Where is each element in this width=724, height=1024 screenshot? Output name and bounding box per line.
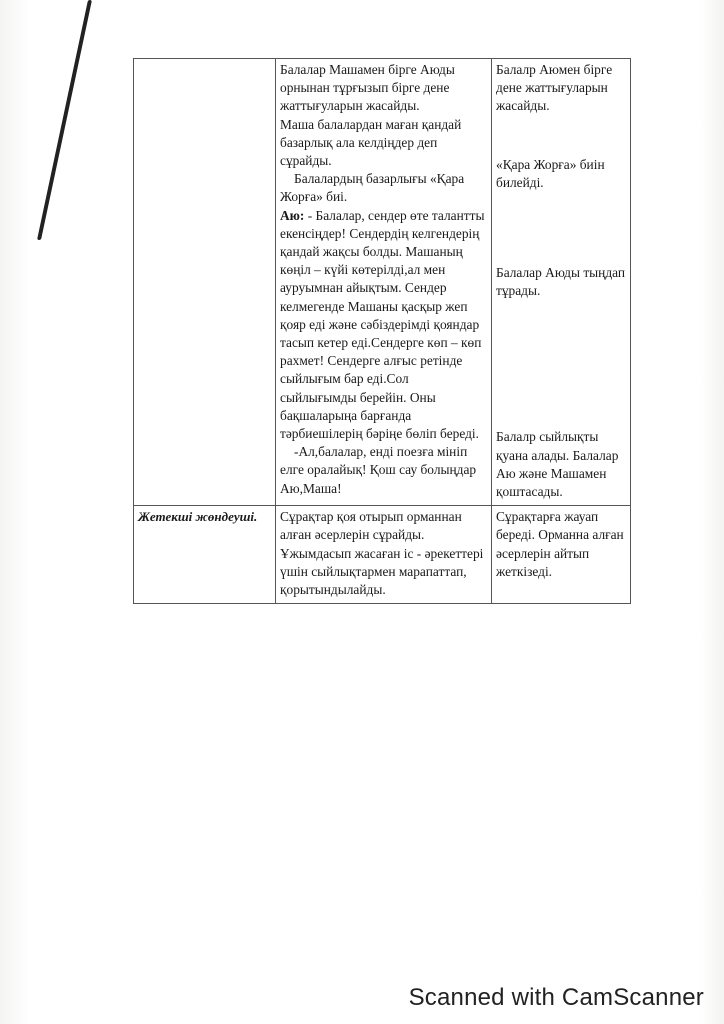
document-sheet xyxy=(133,58,630,604)
children-paragraph: «Қара Жорға» биін билейді. xyxy=(496,156,605,190)
children-paragraph: Сұрақтарға жауап береді. Орманна алған әсерлерін айтып жеткізеді. xyxy=(496,509,624,579)
stage-cell xyxy=(134,59,276,506)
lesson-table xyxy=(133,58,631,604)
teacher-activity-cell xyxy=(276,59,492,506)
stage-label: Жетекші жөндеуші. xyxy=(138,509,258,525)
spacer xyxy=(496,300,626,428)
speaker-label: Аю: xyxy=(280,207,305,223)
speaker-text: - Балалар, сендер өте талантты екенсіңдер! Сендердің келгендерің қандай жақсы болды. Машаның көңіл – күйі көтерілді,ал мен ауруымнан айықтым. Сендер келмегенде Машаны қасқыр жеп қояр еді және сәбіздерімді қояндар тасып кетер еді.Сендерге көп – көп рахмет! Сендерге алғыс ретінде сыйлығым бар еді.Сол сыйлығымды берейін. Оны бақшаларыңа барғанда тәрбиешілерің бәріңе бөліп береді. xyxy=(280,207,485,442)
stage-cell xyxy=(134,506,276,604)
table-row xyxy=(134,506,631,604)
teacher-paragraph: Сұрақтар қоя отырып орманнан алған әсерлерін сұрайды. Ұжымдасып жасаған іс - әрекеттері үшін сыйлықтармен марапаттап, қорытындылайды. xyxy=(280,509,484,598)
teacher-paragraph: Маша балалардан маған қандай базарлық ала келдіңдер деп сұрайды. xyxy=(280,116,462,169)
table-row xyxy=(134,59,631,506)
children-paragraph: Балалр сыйлықты қуана алады. Балалар Аю және Машамен қоштасады. xyxy=(496,429,619,500)
spacer xyxy=(496,116,626,156)
teacher-paragraph: Балалардың базарлығы «Қара Жорға» биі. xyxy=(280,171,465,205)
teacher-paragraph: Балалар Машамен бірге Аюды орнынан тұрғызып бірге дене жаттығуларын жасайды. xyxy=(280,62,455,114)
children-paragraph: Балалар Аюды тыңдап тұрады. xyxy=(496,265,626,299)
teacher-paragraph xyxy=(280,207,487,444)
children-paragraph: Балалр Аюмен бірге дене жаттығуларын жасайды. xyxy=(496,62,613,114)
scanner-watermark: Scanned with CamScanner xyxy=(408,984,704,1011)
children-activity-cell xyxy=(492,506,631,604)
children-activity-cell xyxy=(492,59,631,506)
spacer xyxy=(496,192,626,264)
teacher-activity-cell xyxy=(276,506,492,604)
teacher-paragraph: -Ал,балалар, енді поезға мініп елге оралайық! Қош сау болыңдар Аю,Маша! xyxy=(280,444,477,496)
